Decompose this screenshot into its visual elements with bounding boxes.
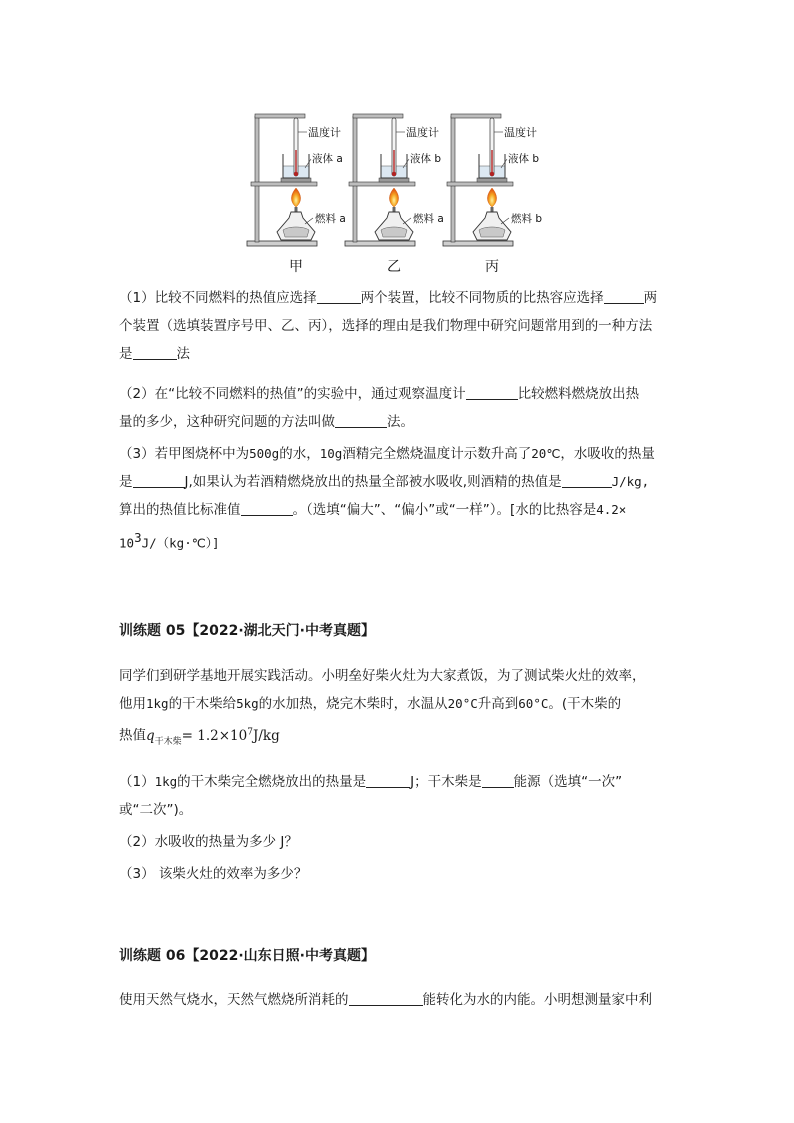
apparatus-label: 甲 (289, 259, 303, 275)
q5-sub2: （2）水吸收的热量为多少 J？ (119, 834, 298, 850)
support-ring (251, 182, 317, 186)
heat-value-formula: $q_{干木柴}= 1.2\times 10^7J/kg$ (146, 727, 280, 747)
leader-line (501, 218, 509, 224)
burner-wick (393, 207, 396, 212)
wire-gauze (477, 178, 507, 182)
clamp-arm (255, 114, 305, 118)
thermometer-bulb (490, 172, 494, 176)
thermometer-mercury (295, 150, 296, 174)
liquid-label: 液体 b (508, 153, 540, 165)
blank[interactable] (482, 773, 514, 788)
leader-line (403, 218, 411, 224)
flame (389, 188, 398, 207)
q6-title: 训练题 06【2022·山东日照·中考真题】 (119, 948, 375, 964)
liquid-label: 液体 a (312, 153, 343, 165)
stand-pole (353, 116, 357, 242)
thermometer-mercury (491, 150, 492, 174)
blank[interactable] (317, 289, 361, 304)
thermometer-label: 温度计 (406, 126, 439, 139)
apparatus-label: 乙 (387, 259, 401, 275)
fuel-label: 燃料 a (413, 213, 444, 225)
q6-text: 使用天然气烧水，天然气燃烧所消耗的 能转化为水的内能。小明想测量家中利 (119, 992, 652, 1008)
thermometer-label: 温度计 (504, 126, 537, 139)
blank[interactable] (349, 991, 423, 1006)
blank[interactable] (241, 501, 293, 516)
apparatus-jia (247, 114, 346, 275)
leader-line (305, 218, 313, 224)
blank[interactable] (366, 773, 410, 788)
blank[interactable] (466, 385, 518, 400)
q5-sub3: （3） 该柴火灶的效率为多少？ (119, 866, 308, 882)
thermometer-bulb (392, 172, 396, 176)
apparatus-bing (443, 114, 542, 275)
wire-gauze (379, 178, 409, 182)
wire-gauze (281, 178, 311, 182)
lamp-fuel (381, 227, 407, 237)
lamp-fuel (479, 227, 505, 237)
blank[interactable] (335, 413, 387, 428)
apparatus-figure (245, 104, 565, 276)
q5-intro: 同学们到研学基地开展实践活动。小明垒好柴火灶为大家煮饭，为了测试柴火灶的效率， 他用1kg的干木柴给5kg的水加热，烧完木柴时，水温从20°C升高到60°C。(干木柴的 热值$q_{干木柴}= 1.2\times 10^7J/kg$ (119, 668, 646, 747)
apparatus-yi (345, 114, 444, 275)
fuel-label: 燃料 a (315, 213, 346, 225)
thermometer-mercury (393, 150, 394, 174)
thermometer-label: 温度计 (308, 126, 341, 139)
burner-wick (491, 207, 494, 212)
thermometer-bulb (294, 172, 298, 176)
blank[interactable] (133, 473, 185, 488)
liquid-label: 液体 b (410, 153, 442, 165)
flame (487, 188, 496, 207)
stand-pole (255, 116, 259, 242)
fuel-label: 燃料 b (511, 213, 543, 225)
stand-pole (451, 116, 455, 242)
clamp-arm (451, 114, 501, 118)
apparatus-label: 丙 (485, 259, 499, 275)
blank[interactable] (562, 473, 612, 488)
lamp-fuel (283, 227, 309, 237)
q4-part1: （1）比较不同燃料的热值应选择 两个装置，比较不同物质的比热容应选择 两 个装置（选填装置序号甲、乙、丙），选择的理由是我们物理中研究问题常用到的一种方法 是 法 (119, 290, 658, 362)
burner-wick (295, 207, 298, 212)
clamp-arm (353, 114, 403, 118)
flame (291, 188, 300, 207)
blank[interactable] (604, 289, 644, 304)
support-ring (447, 182, 513, 186)
q4-part3: （3）若甲图烧杯中为500g的水，10g酒精完全燃烧温度计示数升高了20℃，水吸收的热量 是 J,如果认为若酒精燃烧放出的热量全部被水吸收,则酒精的热值是 J/kg, 算出的热值比标准值 。（选填“偏大”、“偏小”或“一样”）。[水的比热容是4.2× $10^3J/(kg\cdot℃)$] (119, 446, 655, 551)
q4-part2: （2）在“比较不同燃料的热值”的实验中，通过观察温度计 比较燃料燃烧放出热 量的多少，这种研究问题的方法叫做 法。 (119, 386, 640, 430)
blank[interactable] (133, 345, 177, 360)
q5-sub1: （1）1kg的干木柴完全燃烧放出的热量是 J；干木柴是 能源（选填“一次” 或“二次”)。 (119, 774, 623, 818)
support-ring (349, 182, 415, 186)
q5-title: 训练题 05【2022·湖北天门·中考真题】 (119, 623, 375, 639)
